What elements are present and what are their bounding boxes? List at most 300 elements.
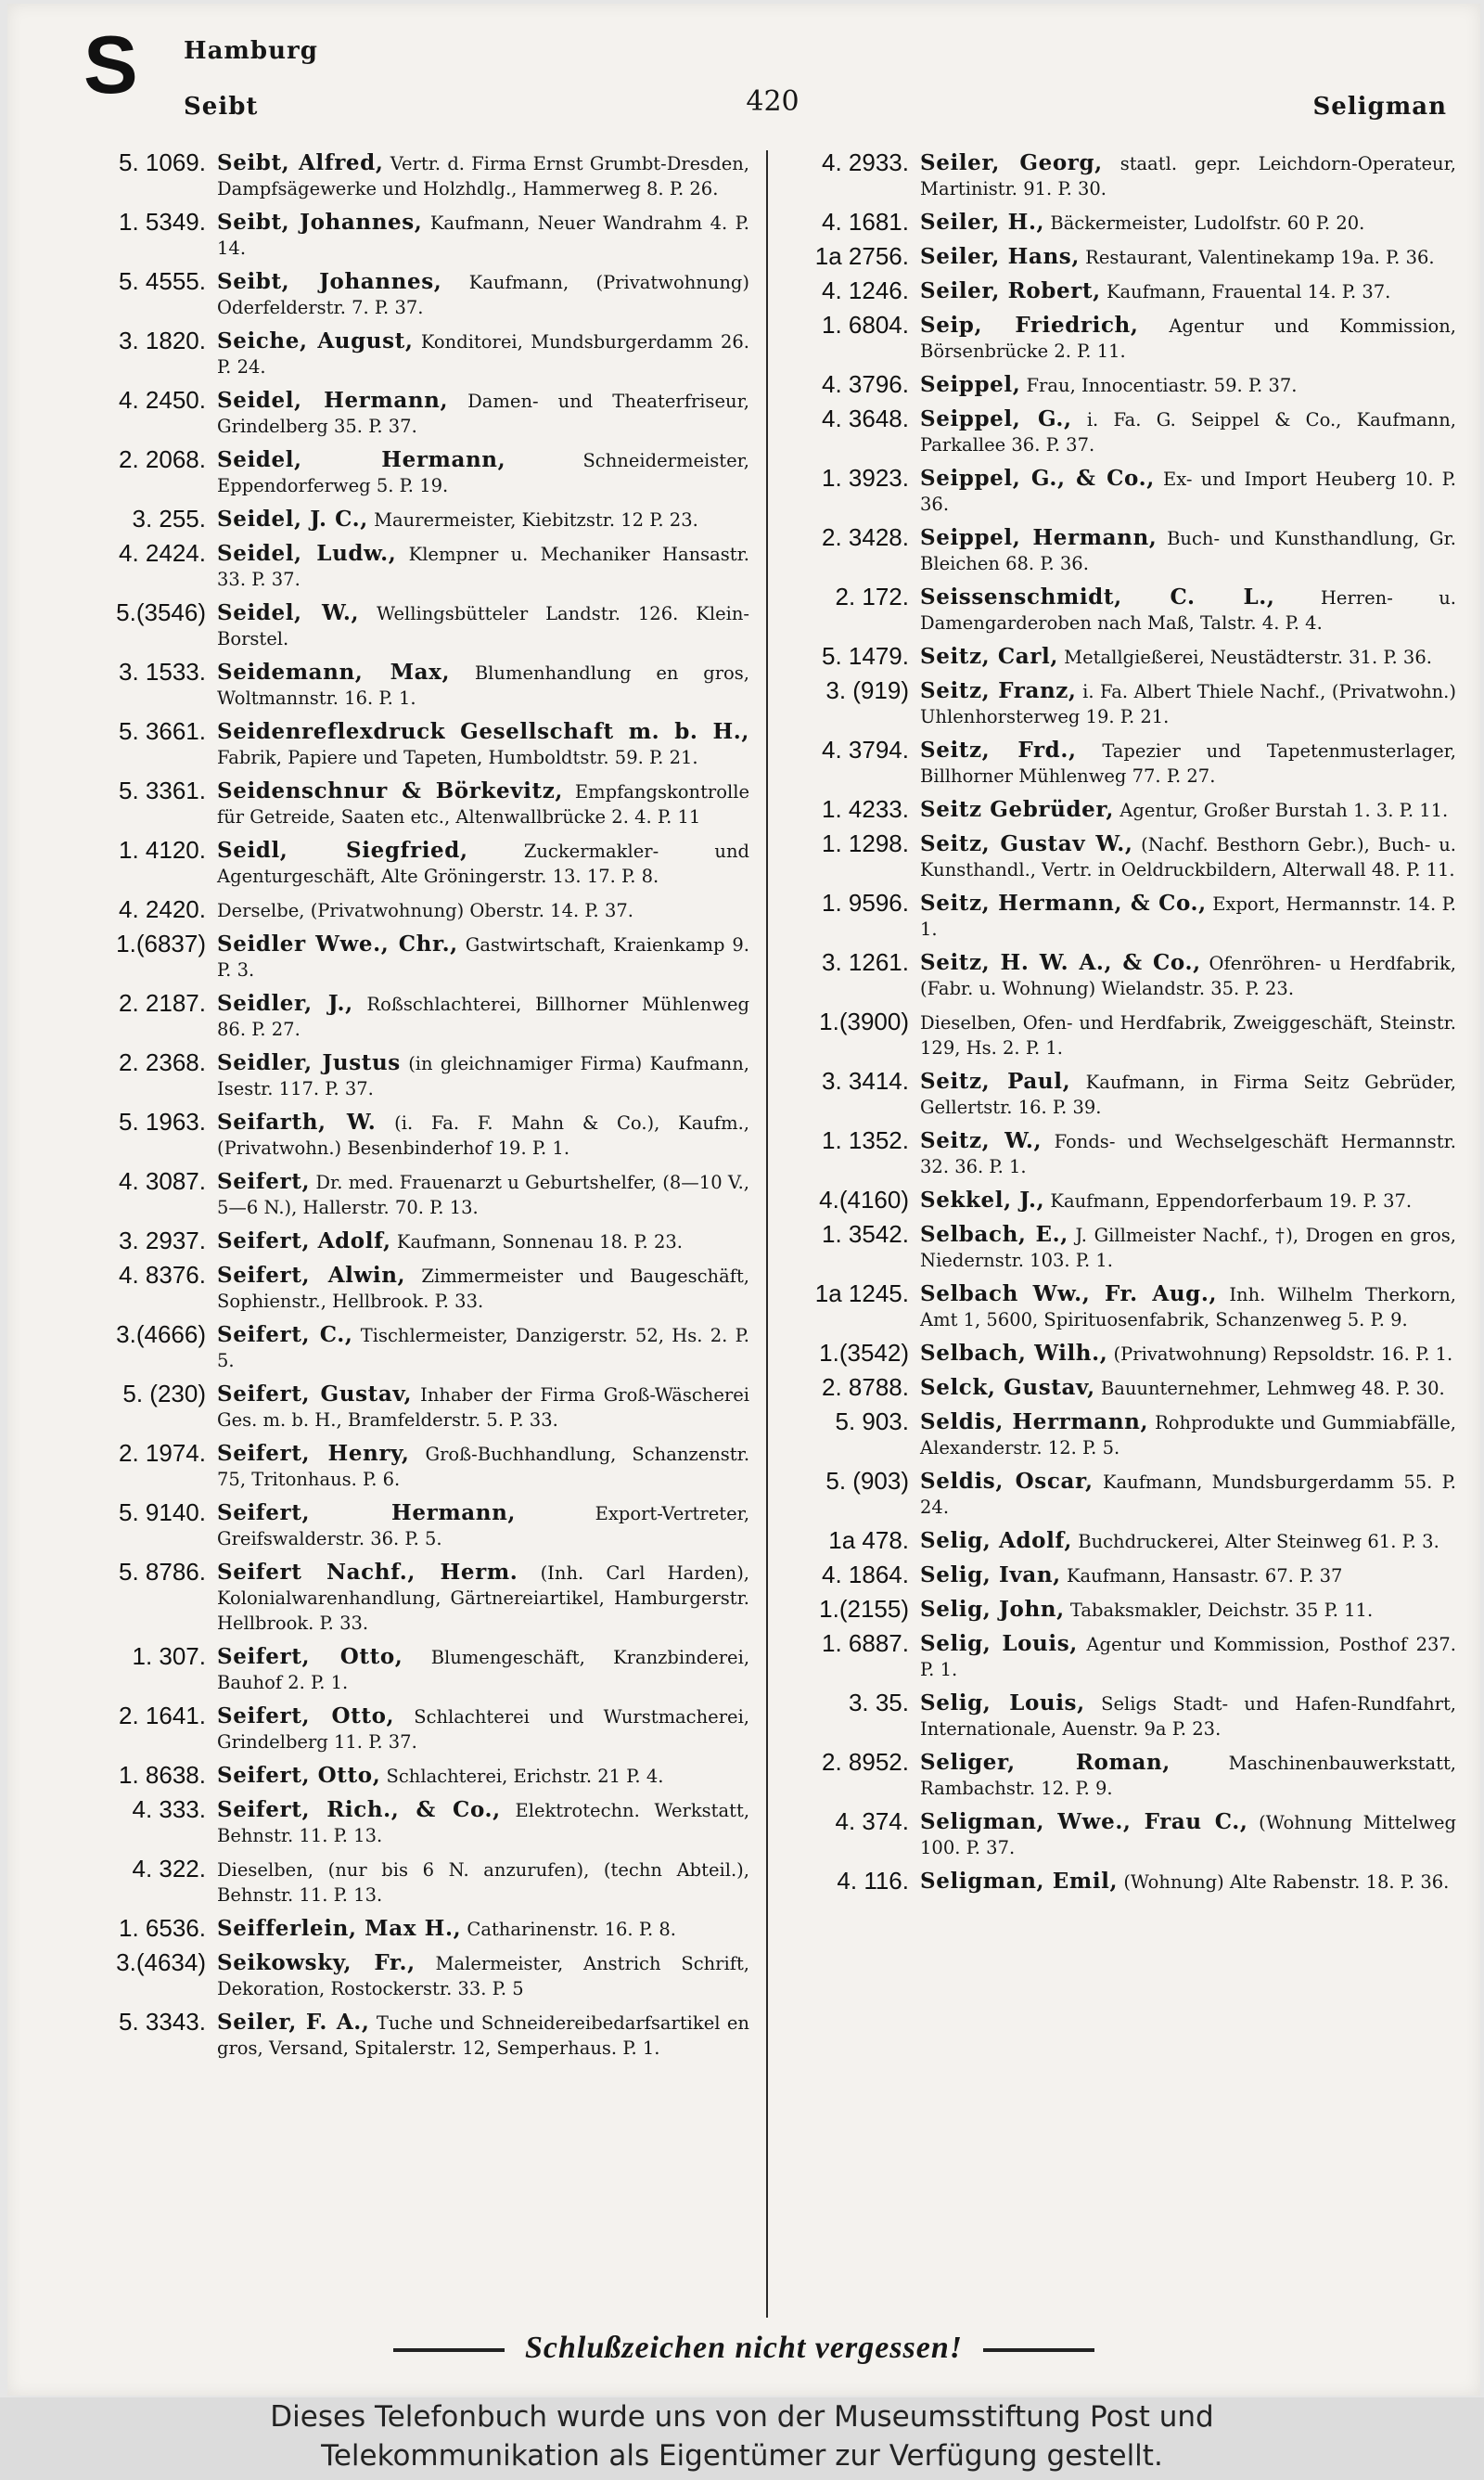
entry-details: (Wohnung Mittelweg 100. P. 37. [920,1812,1456,1858]
phone-number: 2. 8788. [822,1373,909,1401]
directory-entry [82,269,749,320]
directory-entry [787,891,1456,942]
entry-details: Vertr. d. Firma Ernst Grumbt-Dresden, Dampfsägewerke und Holzhdlg., Hammerweg 8. P. 26. [217,153,750,199]
entry-details: Schlachterei, Erichstr. 21 P. 4. [386,1766,664,1787]
phone-number: 3.(4666) [116,1320,206,1348]
entry-details: Rohprodukte und Gummiabfälle, Alexanderstr. 12. P. 5. [920,1412,1456,1458]
subscriber-name: Seifert, Rich., & Co., [217,1797,501,1822]
subscriber-name: Seifarth, W. [217,1110,377,1135]
entry-text [909,406,1456,457]
directory-entry [82,150,749,201]
entry-details: Gastwirtschaft, Kraienkamp 9. P. 3. [217,934,750,981]
phone-number: 1.(3900) [819,1008,909,1035]
subscriber-name: Seitz, W., [920,1128,1043,1153]
directory-entry [787,210,1456,236]
entry-details: (in gleichnamiger Firma) Kaufmann, Isestr. 117. P. 37. [217,1053,749,1099]
entry-text [206,210,749,261]
entry-text [206,1950,749,2001]
phone-number: 2. 8952. [822,1748,909,1776]
phone-number: 1. 1298. [822,829,909,857]
entry-details: Inhaber der Firma Groß-Wäscherei Ges. m. b. H., Bramfelderstr. 5. P. 33. [217,1384,749,1431]
entry-details: Herren- u. Damengarderoben nach Maß, Talstr. 4. P. 4. [920,587,1456,634]
directory-entry [82,932,749,983]
phone-number: 5. 8786. [119,1558,206,1586]
entry-text [909,831,1456,882]
entry-details: Frau, Innocentiastr. 59. P. 37. [1026,375,1298,396]
subscriber-name: Seifert, C., [217,1322,353,1347]
phone-number: 2. 2368. [119,1048,206,1076]
entry-text [206,1797,749,1848]
subscriber-name: Seitz Gebrüder, [920,797,1115,822]
entry-text [206,507,749,533]
entry-text [206,150,749,201]
subscriber-name: Seldis, Oscar, [920,1469,1094,1494]
entry-details: Kaufmann, Sonnenau 18. P. 23. [396,1231,683,1253]
phone-number: 1. 8638. [119,1761,206,1789]
subscriber-name: Seitz, Hermann, & Co., [920,891,1207,916]
entry-text [206,897,749,923]
entry-text [909,1809,1456,1860]
entry-text [909,891,1456,942]
entry-text [909,1341,1456,1367]
subscriber-name: Seiler, Robert, [920,278,1101,303]
entry-details: Kaufmann, Eppendorferbaum 19. P. 37. [1050,1190,1413,1212]
entry-text [909,1009,1456,1060]
directory-entry [82,1703,749,1754]
directory-entry [787,278,1456,304]
directory-entry [82,1950,749,2001]
entry-text [909,1069,1456,1120]
footer-reminder [7,2331,1480,2366]
entry-text [206,1644,749,1695]
subscriber-name: Seidel, Hermann, [217,447,506,472]
subscriber-name: Selbach, E., [920,1222,1068,1247]
phone-number: 4. 1864. [822,1561,909,1588]
entry-text [206,1916,749,1942]
subscriber-name: Selbach, Wilh., [920,1341,1108,1366]
phone-number: 4. 322. [132,1855,206,1882]
subscriber-name: Seidl, Siegfried, [217,838,468,863]
subscriber-name: Seippel, [920,372,1021,397]
entry-details: Export-Vertreter, Greifswalderstr. 36. P. 5. [217,1503,750,1549]
entry-details: Klempner u. Mechaniker Hansastr. 33. P. 37. [217,544,749,590]
directory-entry [787,1341,1456,1367]
entry-details: Catharinenstr. 16. P. 8. [467,1919,676,1940]
right-column [787,150,1456,1903]
entry-details: (Privatwohnung) Repsoldstr. 16. P. 1. [1113,1343,1453,1365]
entry-text [909,644,1456,670]
directory-entry [82,388,749,439]
phone-number: 3. 3414. [822,1067,909,1095]
entry-details: Agentur und Kommission, Posthof 237. P. 1. [920,1634,1456,1680]
subscriber-name: Seitz, H. W. A., & Co., [920,950,1201,975]
entry-details: Kaufmann, (Privatwohnung) Oderfelderstr. 7. P. 37. [217,272,750,318]
directory-entry [787,1069,1456,1120]
phone-number: 5. 9140. [119,1498,206,1526]
entry-text [206,719,749,770]
phone-number: 4. 2450. [119,386,206,414]
phone-number: 1a 478. [828,1526,909,1554]
directory-entry [82,1050,749,1101]
subscriber-name: Seiler, F. A., [217,2010,370,2035]
subscriber-name: Seiche, August, [217,328,414,353]
phone-number: 1. 9596. [822,889,909,917]
entry-text [909,738,1456,789]
subscriber-name: Seidler Wwe., Chr., [217,932,458,957]
entry-details: Konditorei, Mundsburgerdamm 26. P. 24. [217,331,749,378]
entry-text [206,1703,749,1754]
entry-text [206,2010,749,2061]
directory-entry [82,1169,749,1220]
subscriber-name: Seitz, Paul, [920,1069,1071,1094]
entry-details: Restaurant, Valentinekamp 19a. P. 36. [1085,247,1435,268]
entry-details: Malermeister, Anstrich Schrift, Dekoration, Rostockerstr. 33. P. 5 [217,1953,749,1999]
directory-page [7,4,1480,2396]
subscriber-name: Seidel, J. C., [217,507,368,532]
subscriber-name: Seifert, Henry, [217,1441,410,1466]
phone-number: 2. 172. [835,583,909,610]
credit-line-2: Telekommunikation als Eigentümer zur Verfügung gestellt. [321,2439,1163,2473]
directory-entry [787,313,1456,364]
entry-details: i. Fa. Albert Thiele Nachf., (Privatwohn.) Uhlenhorsterweg 19. P. 21. [920,681,1456,727]
subscriber-name: Seifert, Gustav, [217,1381,413,1407]
directory-entry [787,525,1456,576]
subscriber-name: Seibt, Johannes, [217,210,423,235]
entry-text [206,388,749,439]
phone-number: 5.(3546) [116,598,206,626]
phone-number: 4. 1681. [822,208,909,236]
entry-details: Kaufmann, in Firma Seitz Gebrüder, Gellertstr. 16. P. 39. [920,1072,1456,1118]
entry-details: Fonds- und Wechselgeschäft Hermannstr. 32. 36. P. 1. [920,1131,1456,1177]
subscriber-name: Seiler, H., [920,210,1045,235]
directory-entry [787,1281,1456,1332]
subscriber-name: Seip, Friedrich, [920,313,1139,338]
entry-text [909,1597,1456,1623]
directory-entry [82,328,749,379]
entry-details: (Wohnung) Alte Rabenstr. 18. P. 36. [1123,1871,1450,1893]
subscriber-name: Seitz, Frd., [920,738,1077,763]
directory-entry [787,1375,1456,1401]
phone-number: 5. 1069. [119,148,206,176]
phone-number: 1. 6536. [119,1914,206,1942]
entry-details: Zimmermeister und Baugeschäft, Sophienstr., Hellbrook. P. 33. [217,1266,749,1312]
entry-details: Damen- und Theaterfriseur, Grindelberg 35. P. 37. [217,391,749,437]
entry-text [206,1500,749,1551]
subscriber-name: Seidel, Ludw., [217,541,397,566]
phone-number: 3. 1261. [822,948,909,976]
subscriber-name: Seifert, Otto, [217,1644,403,1669]
directory-entry [82,660,749,711]
directory-entry [82,2010,749,2061]
subscriber-name: Seifert, [217,1169,311,1194]
subscriber-name: Seidemann, Max, [217,660,451,685]
page-number: 420 [746,85,800,118]
entry-text [909,1375,1456,1401]
phone-number: 1. 6804. [822,311,909,339]
entry-text [909,244,1456,270]
entry-details: (Inh. Carl Harden), Kolonialwarenhandlung, Gärtnereiartikel, Hamburgerstr. Hellbrook. P. 33. [217,1562,750,1634]
entry-details: Kaufmann, Hansastr. 67. P. 37 [1066,1565,1343,1587]
entry-details: Schlachterei und Wurstmacherei, Grindelberg 11. P. 37. [217,1706,749,1753]
directory-entry [82,1560,749,1636]
directory-entry [787,1869,1456,1895]
phone-number: 4. 2933. [822,148,909,176]
entry-details: Fabrik, Papiere und Tapeten, Humboldtstr. 59. P. 21. [217,747,698,768]
entry-text [909,1562,1456,1588]
entry-details: Dr. med. Frauenarzt u Geburtshelfer, (8—10 V., 5—6 N.), Hallerstr. 70. P. 13. [217,1172,749,1218]
subscriber-name: Seippel, G., [920,406,1072,431]
phone-number: 5. 3343. [119,2008,206,2036]
entry-text [909,1750,1456,1801]
entry-details: Ofenröhren- u Herdfabrik, (Fabr. u. Wohnung) Wielandstr. 35. P. 23. [920,953,1456,999]
phone-number: 1. 1352. [822,1126,909,1154]
entry-text [206,1763,749,1789]
directory-entry [787,1750,1456,1801]
subscriber-name: Seifert, Hermann, [217,1500,517,1525]
entry-text [206,1441,749,1492]
entry-details: Schneidermeister, Eppendorferweg 5. P. 19. [217,450,749,496]
subscriber-name: Sekkel, J., [920,1188,1045,1213]
subscriber-name: Seligman, Wwe., Frau C., [920,1809,1248,1834]
entry-details: Empfangskontrolle für Getreide, Saaten etc., Altenwallbrücke 2. 4. P. 11 [217,781,749,828]
phone-number: 4. 374. [835,1807,909,1835]
subscriber-name: Seitz, Carl, [920,644,1058,669]
phone-number: 1. 5349. [119,208,206,236]
directory-entry [82,778,749,829]
phone-number: 4. 2420. [119,895,206,923]
phone-number: 5. (903) [825,1467,909,1495]
entry-details: Dieselben, Ofen- und Herdfabrik, Zweiggeschäft, Steinstr. 129, Hs. 2. P. 1. [920,1012,1456,1059]
directory-entry [787,244,1456,270]
subscriber-name: Seippel, G., & Co., [920,466,1155,491]
entry-details: Kaufmann, Frauental 14. P. 37. [1106,281,1391,302]
entry-text [909,1528,1456,1554]
entry-text [206,600,749,651]
phone-number: 4. 116. [837,1867,909,1895]
subscriber-name: Seidler, J., [217,991,353,1016]
directory-entry [82,1797,749,1848]
phone-number: 5. (230) [122,1380,206,1407]
subscriber-name: Seliger, Roman, [920,1750,1171,1775]
phone-number: 4. 3648. [822,405,909,432]
entry-text [909,1222,1456,1273]
phone-number: 3. (919) [825,676,909,704]
phone-number: 4. 1246. [822,276,909,304]
directory-entry [82,210,749,261]
directory-entry [787,1009,1456,1060]
directory-entry [787,1562,1456,1588]
directory-entry [787,466,1456,517]
subscriber-name: Seiler, Georg, [920,150,1103,175]
entry-text [909,525,1456,576]
subscriber-name: Seifert, Alwin, [217,1263,406,1288]
directory-entry [82,897,749,923]
entry-details: Bäckermeister, Ludolfstr. 60 P. 20. [1050,212,1365,234]
entry-text [909,1469,1456,1520]
subscriber-name: Selig, Louis, [920,1690,1085,1715]
entry-text [909,1281,1456,1332]
directory-entry [787,950,1456,1001]
entry-text [909,1188,1456,1214]
entry-details: Blumenhandlung en gros, Woltmannstr. 16. P. 1. [217,662,749,709]
left-column [82,150,749,2069]
subscriber-name: Seidenschnur & Börkevitz, [217,778,563,803]
entry-details: Buchdruckerei, Alter Steinweg 61. P. 3. [1078,1531,1439,1552]
entry-details: Tischlermeister, Danzigerstr. 52, Hs. 2. P. 5. [217,1325,749,1371]
subscriber-name: Selig, John, [920,1597,1065,1622]
entry-text [206,269,749,320]
subscriber-name: Seifert, Otto, [217,1763,381,1788]
entry-details: Derselbe, (Privatwohnung) Oberstr. 14. P. 37. [217,900,633,921]
directory-entry [787,831,1456,882]
entry-text [909,466,1456,517]
entry-text [909,372,1456,398]
entry-details: i. Fa. G. Seippel & Co., Kaufmann, Parkallee 36. P. 37. [920,409,1456,456]
phone-number: 1a 1245. [814,1279,909,1307]
entry-text [909,1128,1456,1179]
entry-text [206,1110,749,1161]
phone-number: 1a 2756. [814,242,909,270]
entry-text [206,778,749,829]
subscriber-name: Selig, Ivan, [920,1562,1061,1587]
phone-number: 2. 2187. [119,989,206,1017]
entry-details: Groß-Buchhandlung, Schanzenstr. 75, Tritonhaus. P. 6. [217,1444,750,1490]
entry-details: Roßschlachterei, Billhorner Mühlenweg 86. P. 27. [217,994,749,1040]
subscriber-name: Selig, Adolf, [920,1528,1073,1553]
directory-entry [82,1857,749,1908]
entry-details: Bauunternehmer, Lehmweg 48. P. 30. [1100,1378,1445,1399]
entry-details: Kaufmann, Mundsburgerdamm 55. P. 24. [920,1471,1457,1518]
subscriber-name: Seligman, Emil, [920,1869,1119,1894]
subscriber-name: Seikowsky, Fr., [217,1950,416,1975]
entry-details: Tapezier und Tapetenmusterlager, Billhorner Mühlenweg 77. P. 27. [920,740,1456,787]
entry-text [909,1409,1456,1460]
phone-number: 1. 3542. [822,1220,909,1248]
phone-number: 4. 2424. [119,539,206,567]
entry-details: Tuche und Schneidereibedarfsartikel en gros, Versand, Spitalerstr. 12, Semperhaus. P. 1. [217,2012,749,2059]
phone-number: 4. 3794. [822,736,909,764]
phone-number: 5. 1479. [822,642,909,670]
directory-entry [787,1809,1456,1860]
subscriber-name: Seissenschmidt, C. L., [920,585,1275,610]
directory-entry [82,1916,749,1942]
phone-number: 3. 35. [848,1689,909,1716]
entry-text [909,150,1456,201]
entry-details: J. Gillmeister Nachf., †), Drogen en gros, Niedernstr. 103. P. 1. [920,1225,1456,1271]
right-guide-word: Seligman [1312,93,1447,121]
entry-text [206,1169,749,1220]
phone-number: 2. 1641. [119,1702,206,1729]
entry-details: Agentur und Kommission, Börsenbrücke 2. P. 11. [920,315,1456,362]
phone-number: 3.(4634) [116,1948,206,1976]
entry-details: Metallgießerei, Neustädterstr. 31. P. 36. [1064,647,1432,668]
entry-text [206,1560,749,1636]
entry-details: Maurermeister, Kiebitzstr. 12 P. 23. [374,509,698,531]
directory-entry [787,1631,1456,1682]
entry-details: (i. Fa. F. Mahn & Co.), Kaufm., (Privatwohn.) Besenbinderhof 19. P. 1. [217,1112,749,1159]
directory-entry [82,1500,749,1551]
directory-entry [787,150,1456,201]
directory-entry [787,1528,1456,1554]
entry-details: Dieselben, (nur bis 6 N. anzurufen), (techn Abteil.), Behnstr. 11. P. 13. [217,1859,749,1906]
phone-number: 5. 903. [835,1407,909,1435]
directory-entry [787,1222,1456,1273]
phone-number: 4. 8376. [119,1261,206,1289]
entry-text [206,447,749,498]
subscriber-name: Selck, Gustav, [920,1375,1095,1400]
phone-number: 4. 333. [132,1795,206,1823]
entry-text [909,313,1456,364]
subscriber-name: Seiler, Hans, [920,244,1080,269]
phone-number: 3. 1533. [119,658,206,686]
entry-text [206,1381,749,1433]
subscriber-name: Seifferlein, Max H., [217,1916,462,1941]
directory-entry [82,1644,749,1695]
phone-number: 4. 3796. [822,370,909,398]
directory-entry [82,1381,749,1433]
directory-entry [787,1597,1456,1623]
entry-text [909,278,1456,304]
directory-entry [82,541,749,592]
city-heading: Hamburg [184,37,318,65]
directory-entry [787,644,1456,670]
directory-entry [787,406,1456,457]
entry-details: Tabaksmakler, Deichstr. 35 P. 11. [1069,1600,1374,1621]
phone-number: 1. 6887. [822,1629,909,1657]
section-letter: S [83,19,138,110]
entry-details: Blumengeschäft, Kranzbinderei, Bauhof 2. P. 1. [217,1647,750,1693]
directory-entry [787,1128,1456,1179]
directory-entry [82,838,749,889]
entry-text [206,1263,749,1314]
entry-text [909,950,1456,1001]
entry-details: Agentur, Großer Burstah 1. 3. P. 11. [1119,800,1449,821]
subscriber-name: Seifert Nachf., Herm. [217,1560,518,1585]
entry-details: Ex- und Import Heuberg 10. P. 36. [920,469,1456,515]
entry-details: Kaufmann, Neuer Wandrahm 4. P. 14. [217,212,749,259]
subscriber-name: Seldis, Herrmann, [920,1409,1149,1434]
directory-entry [82,447,749,498]
phone-number: 1. 4233. [822,795,909,823]
entry-details: Wellingsbütteler Landstr. 126. Klein-Borstel. [217,603,750,649]
entry-text [206,991,749,1042]
directory-entry [82,507,749,533]
directory-entry [82,719,749,770]
entry-text [909,585,1456,636]
phone-number: 1. 4120. [119,836,206,864]
entry-details: (Nachf. Besthorn Gebr.), Buch- u. Kunsthandl., Vertr. in Oeldruckbildern, Alterwall 48. P. 11. [920,834,1456,880]
phone-number: 1.(6837) [116,930,206,957]
entry-details: Buch- und Kunsthandlung, Gr. Bleichen 68. P. 36. [920,528,1456,574]
subscriber-name: Selbach Ww., Fr. Aug., [920,1281,1218,1306]
subscriber-name: Seibt, Alfred, [217,150,384,175]
directory-entry [787,1690,1456,1741]
phone-number: 1. 307. [132,1642,206,1670]
directory-entry [787,738,1456,789]
phone-number: 2. 1974. [119,1439,206,1467]
column-divider [766,150,768,2318]
directory-entry [787,678,1456,729]
directory-entry [82,1441,749,1492]
entry-details: Inh. Wilhelm Therkorn, Amt 1, 5600, Spirituosenfabrik, Schanzenweg 5. P. 9. [920,1284,1456,1330]
entry-details: staatl. gepr. Leichdorn-Operateur, Martinistr. 91. P. 30. [920,153,1456,199]
phone-number: 4. 3087. [119,1167,206,1195]
entry-text [206,1050,749,1101]
directory-entry [82,1763,749,1789]
phone-number: 3. 255. [132,505,206,533]
subscriber-name: Seitz, Franz, [920,678,1077,703]
credit-banner [0,2397,1484,2480]
